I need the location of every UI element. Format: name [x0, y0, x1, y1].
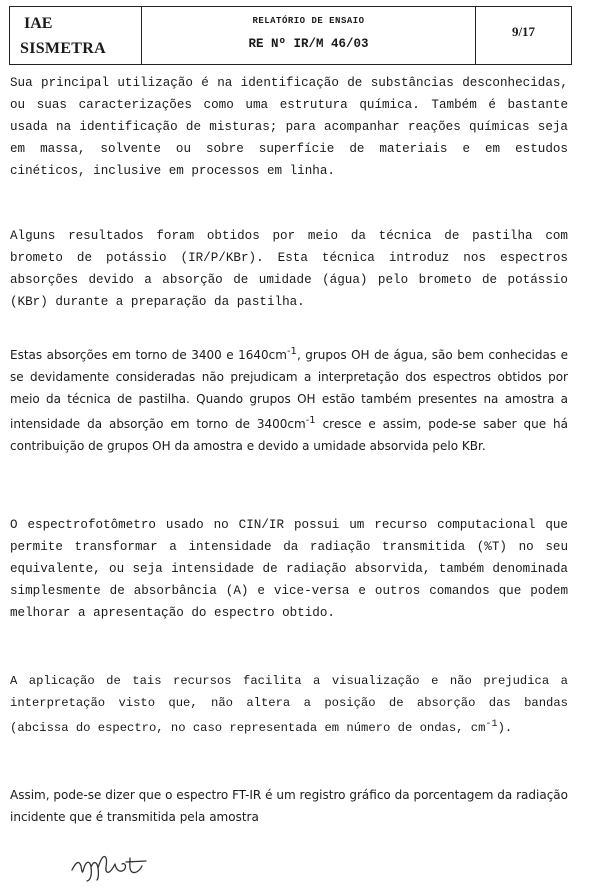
organization-cell [10, 7, 142, 64]
report-number: RE Nº IR/M 46/03 [248, 37, 369, 51]
report-title-cell [142, 7, 475, 64]
paragraph-kbr-technique: Alguns resultados foram obtidos por meio da técnica de pastilha com brometo de potássio (IR/P/KBr). Esta técnica introduz nos espectros absorções devido a absorção de umidade (água) pelo brometo de potássio (KBr) durante a preparação da pastilha. [10, 229, 568, 309]
superscript: -1 [305, 415, 316, 426]
paragraph-text: , grupos OH de água, são bem conhecidas e se devidamente consideradas não prejudicam a interpretação dos espectros obtidos por meio da técnica de pastilha. Quando grupos OH estão também presentes na amostra a intensidade da absorção em torno de 3400cm [10, 348, 568, 431]
superscript: -1 [286, 346, 297, 357]
organization-name-line1: IAE [24, 15, 53, 32]
report-header [9, 6, 572, 65]
paragraph-usage: Sua principal utilização é na identificação de substâncias desconhecidas, ou suas caracterizações como uma estrutura química. Também é bastante usada na identificação de misturas; para acompanhar reações químicas seja em massa, solvente ou sobre superfície de materiais e em estudos cinéticos, inclusive em processos em linha. [10, 76, 568, 178]
page-number-cell [475, 7, 571, 64]
paragraph-text: A aplicação de tais recursos facilita a visualização e não prejudica a interpretação visto que, não altera a posição de absorção das bandas (abcissa do espectro, no caso representada em número de ondas, cm [10, 674, 568, 736]
page-number: 9/17 [511, 24, 536, 39]
paragraph-text: cresce e assim, pode-se saber que há contribuição de grupos OH da amostra e devido a umidade absorvida pelo KBr. [10, 417, 568, 453]
paragraph-text: Estas absorções em torno de 3400 e 1640cm [10, 348, 287, 362]
report-title: RELATÓRIO DE ENSAIO [252, 16, 365, 26]
paragraph-resources [10, 670, 568, 739]
paragraph-text: ). [497, 721, 513, 736]
paragraph-spectrophotometer: O espectrofotômetro usado no CIN/IR possui um recurso computacional que permite transformar a intensidade da radiação transmitida (%T) no seu equivalente, ou seja intensidade de radiação absorvida, também denominada simplesmente de absorbância (A) e vice-versa e outros comandos que podem melhorar a apresentação do espectro obtido. [10, 518, 568, 620]
superscript: -1 [485, 719, 498, 730]
organization-name-line2: SISMETRA [20, 40, 106, 57]
handwritten-signature [70, 848, 160, 882]
paragraph-ftir-definition: Assim, pode-se dizer que o espectro FT-IR é um registro gráfico da porcentagem da radiação incidente que é transmitida pela amostra [10, 788, 568, 824]
paragraph-oh-absorptions [10, 341, 568, 457]
